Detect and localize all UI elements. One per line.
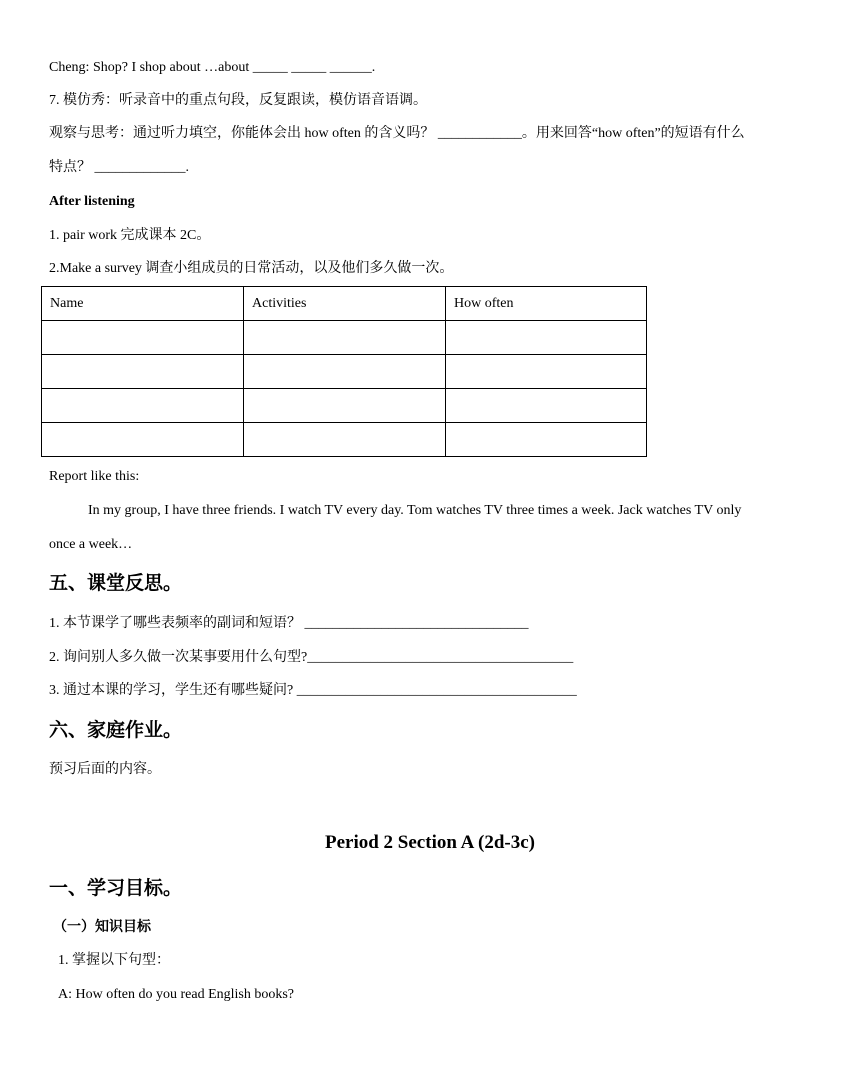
homework-text: 预习后面的内容。 bbox=[49, 762, 161, 777]
report-example-line-1: In my group, I have three friends. I watch TV every day. Tom watches TV three times a week. Jack watches TV only bbox=[88, 503, 742, 518]
observe-question-line-1: 观察与思考：通过听力填空，你能体会出 how often 的含义吗？ ____________。用来回答“how often”的短语有什么 bbox=[49, 126, 745, 141]
master-sentences-item: 1. 掌握以下句型： bbox=[58, 953, 170, 968]
reflection-question-3: 3. 通过本课的学习，学生还有哪些疑问? ________________________________________ bbox=[49, 683, 577, 698]
survey-table bbox=[41, 286, 647, 457]
section-six-heading: 六、家庭作业。 bbox=[49, 719, 183, 741]
section-one-heading: 一、学习目标。 bbox=[49, 877, 183, 899]
table-header-name: Name bbox=[42, 287, 244, 321]
table-row bbox=[42, 389, 647, 423]
pair-work-task: 1. pair work 完成课本 2C。 bbox=[49, 228, 211, 243]
table-header-activities: Activities bbox=[244, 287, 446, 321]
table-cell[interactable] bbox=[244, 423, 446, 457]
table-row bbox=[42, 321, 647, 355]
table-cell[interactable] bbox=[42, 423, 244, 457]
table-cell[interactable] bbox=[42, 321, 244, 355]
knowledge-goal-heading: （一）知识目标 bbox=[53, 919, 151, 935]
reflection-question-2: 2. 询问别人多久做一次某事要用什么句型?______________________________________ bbox=[49, 650, 574, 665]
table-header-row bbox=[42, 287, 647, 321]
table-cell[interactable] bbox=[446, 389, 647, 423]
table-row bbox=[42, 423, 647, 457]
table-cell[interactable] bbox=[446, 321, 647, 355]
imitation-task: 7. 模仿秀：听录音中的重点句段，反复跟读，模仿语音语调。 bbox=[49, 93, 427, 108]
example-sentence-a: A: How often do you read English books? bbox=[58, 987, 295, 1002]
observe-question-line-2: 特点？ _____________. bbox=[49, 160, 189, 175]
table-cell[interactable] bbox=[244, 389, 446, 423]
reflection-question-1: 1. 本节课学了哪些表频率的副词和短语？ ________________________________ bbox=[49, 616, 529, 631]
table-cell[interactable] bbox=[446, 355, 647, 389]
section-five-heading: 五、课堂反思。 bbox=[49, 572, 183, 594]
report-example-line-2: once a week… bbox=[49, 537, 133, 552]
table-cell[interactable] bbox=[244, 355, 446, 389]
cheng-dialogue-line: Cheng: Shop? I shop about …about _____ _____ ______. bbox=[49, 60, 376, 75]
after-listening-heading: After listening bbox=[49, 194, 135, 209]
table-cell[interactable] bbox=[446, 423, 647, 457]
table-row bbox=[42, 355, 647, 389]
table-cell[interactable] bbox=[42, 389, 244, 423]
survey-task: 2.Make a survey 调查小组成员的日常活动，以及他们多久做一次。 bbox=[49, 261, 454, 276]
period-title: Period 2 Section A (2d-3c) bbox=[324, 832, 536, 853]
report-intro: Report like this: bbox=[49, 469, 140, 484]
table-header-how-often: How often bbox=[446, 287, 647, 321]
table-cell[interactable] bbox=[244, 321, 446, 355]
table-cell[interactable] bbox=[42, 355, 244, 389]
